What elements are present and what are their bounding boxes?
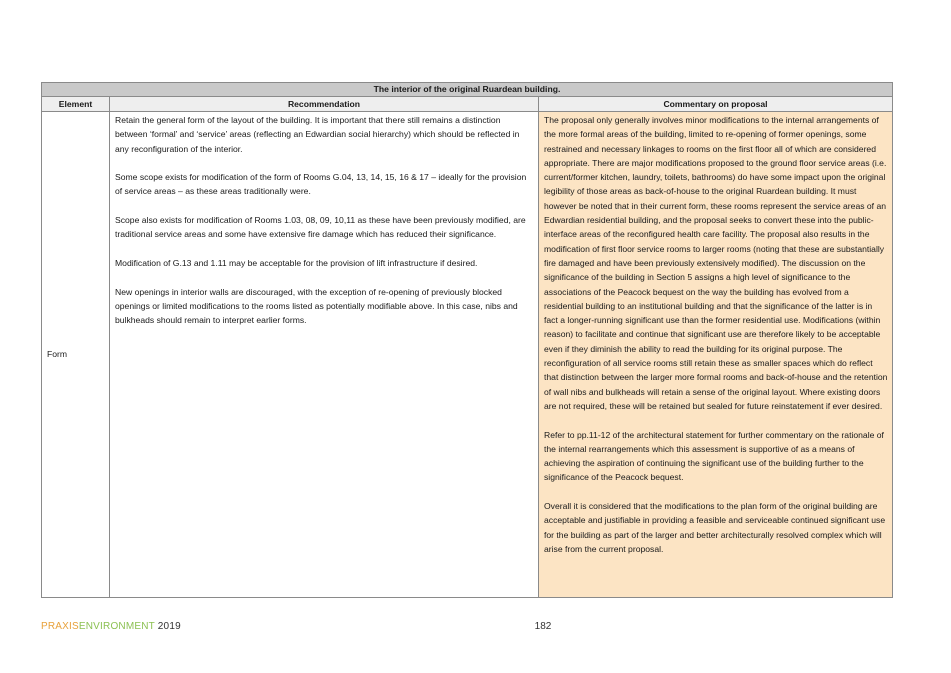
header-recommendation: Recommendation <box>110 97 539 112</box>
recommendation-paragraph: New openings in interior walls are discouraged, with the exception of re-opening of previously blocked openings or limited modifications to the rooms listed as potentially modifiable above. In this case, nibs and bulkheads should remain to interpret earlier forms. <box>115 286 518 326</box>
commentary-cell <box>539 112 893 598</box>
element-cell: Form <box>42 112 110 598</box>
table-row <box>42 112 893 598</box>
table-header-row <box>42 97 893 112</box>
footer-brand <box>41 621 181 632</box>
heritage-table <box>41 82 893 598</box>
recommendation-paragraph: Scope also exists for modification of Rooms 1.03, 08, 09, 10,11 as these have been previously modified, are traditional service areas and some have extensive fire damage which has reduced their significance. <box>115 215 526 240</box>
brand-praxis: PRAXIS <box>41 621 79 632</box>
header-commentary: Commentary on proposal <box>539 97 893 112</box>
page-number: 182 <box>534 621 552 632</box>
commentary-paragraph: Overall it is considered that the modifications to the plan form of the original building are acceptable and justifiable in providing a feasible and serviceable continued significant use for the building as part of the larger and better architecturally resolved complex which will arise from the current proposal. <box>544 501 886 554</box>
commentary-paragraph: Refer to pp.11-12 of the architectural statement for further commentary on the rationale of the internal rearrangements which this assessment is supportive of as a means of achieving the aspiration of continuing the significant use of the building further to the significance of the Peacock bequest. <box>544 429 884 483</box>
recommendation-paragraph: Retain the general form of the layout of the building. It is important that there still remains a distinction between ‘formal’ and ‘service’ areas (reflecting an Edwardian social hierarchy) which should be reflected in any reconfiguration of the interior. <box>115 115 520 154</box>
recommendation-cell <box>110 112 539 598</box>
brand-year: 2019 <box>157 621 181 632</box>
commentary-paragraph: The proposal only generally involves minor modifications to the internal arrangements of the more formal areas of the building, limited to re-opening of former openings, some restrained and necessary linkages to rooms on the first floor all of which are considered appropriate. There are major modifications proposed to the ground floor service areas (i.e. current/former kitchen, laundry, toilets, bathrooms) do have some impact upon the original legibility of those areas as back-of-house to the original Ruardean building. It must however be noted that in their current form, these rooms represent the service areas of an Edwardian residential building, and the proposal seeks to convert these into the public-interface areas of the reconfigured health care facility. The proposal also results in the modification of first floor service rooms to larger rooms (noting that these are substantially fire damaged and have been previously extensively modified). The discussion on the significance of the building in Section 5 assigns a high level of significance to the associations of the Peacock bequest on the way the building has evolved from a residential building to an institutional building and that the significance of the latter is in fact a longer-running significant use than the former residential use. Modifications (within reason) to facilitate and continue that significant use are therefore likely to be acceptable even if they diminish the ability to read the building for its original purpose. The reconfiguration of all service rooms still retain these as smaller spaces which do reflect that distinction between the larger more formal rooms and back-of-house and the retention of wall nibs and bulkheads will retain a sense of the original layout. Where existing doors are not required, these will be retained but sealed for future reinstatement if ever desired. <box>544 115 888 411</box>
table-title-row <box>42 83 893 97</box>
recommendation-paragraph: Modification of G.13 and 1.11 may be acceptable for the provision of lift infrastructure if desired. <box>115 257 478 268</box>
brand-environment: ENVIRONMENT <box>78 621 155 632</box>
header-element: Element <box>42 97 110 112</box>
table-title: The interior of the original Ruardean building. <box>42 83 893 97</box>
recommendation-paragraph: Some scope exists for modification of the form of Rooms G.04, 13, 14, 15, 16 & 17 – ideally for the provision of service areas – as these areas traditionally were. <box>115 172 527 197</box>
